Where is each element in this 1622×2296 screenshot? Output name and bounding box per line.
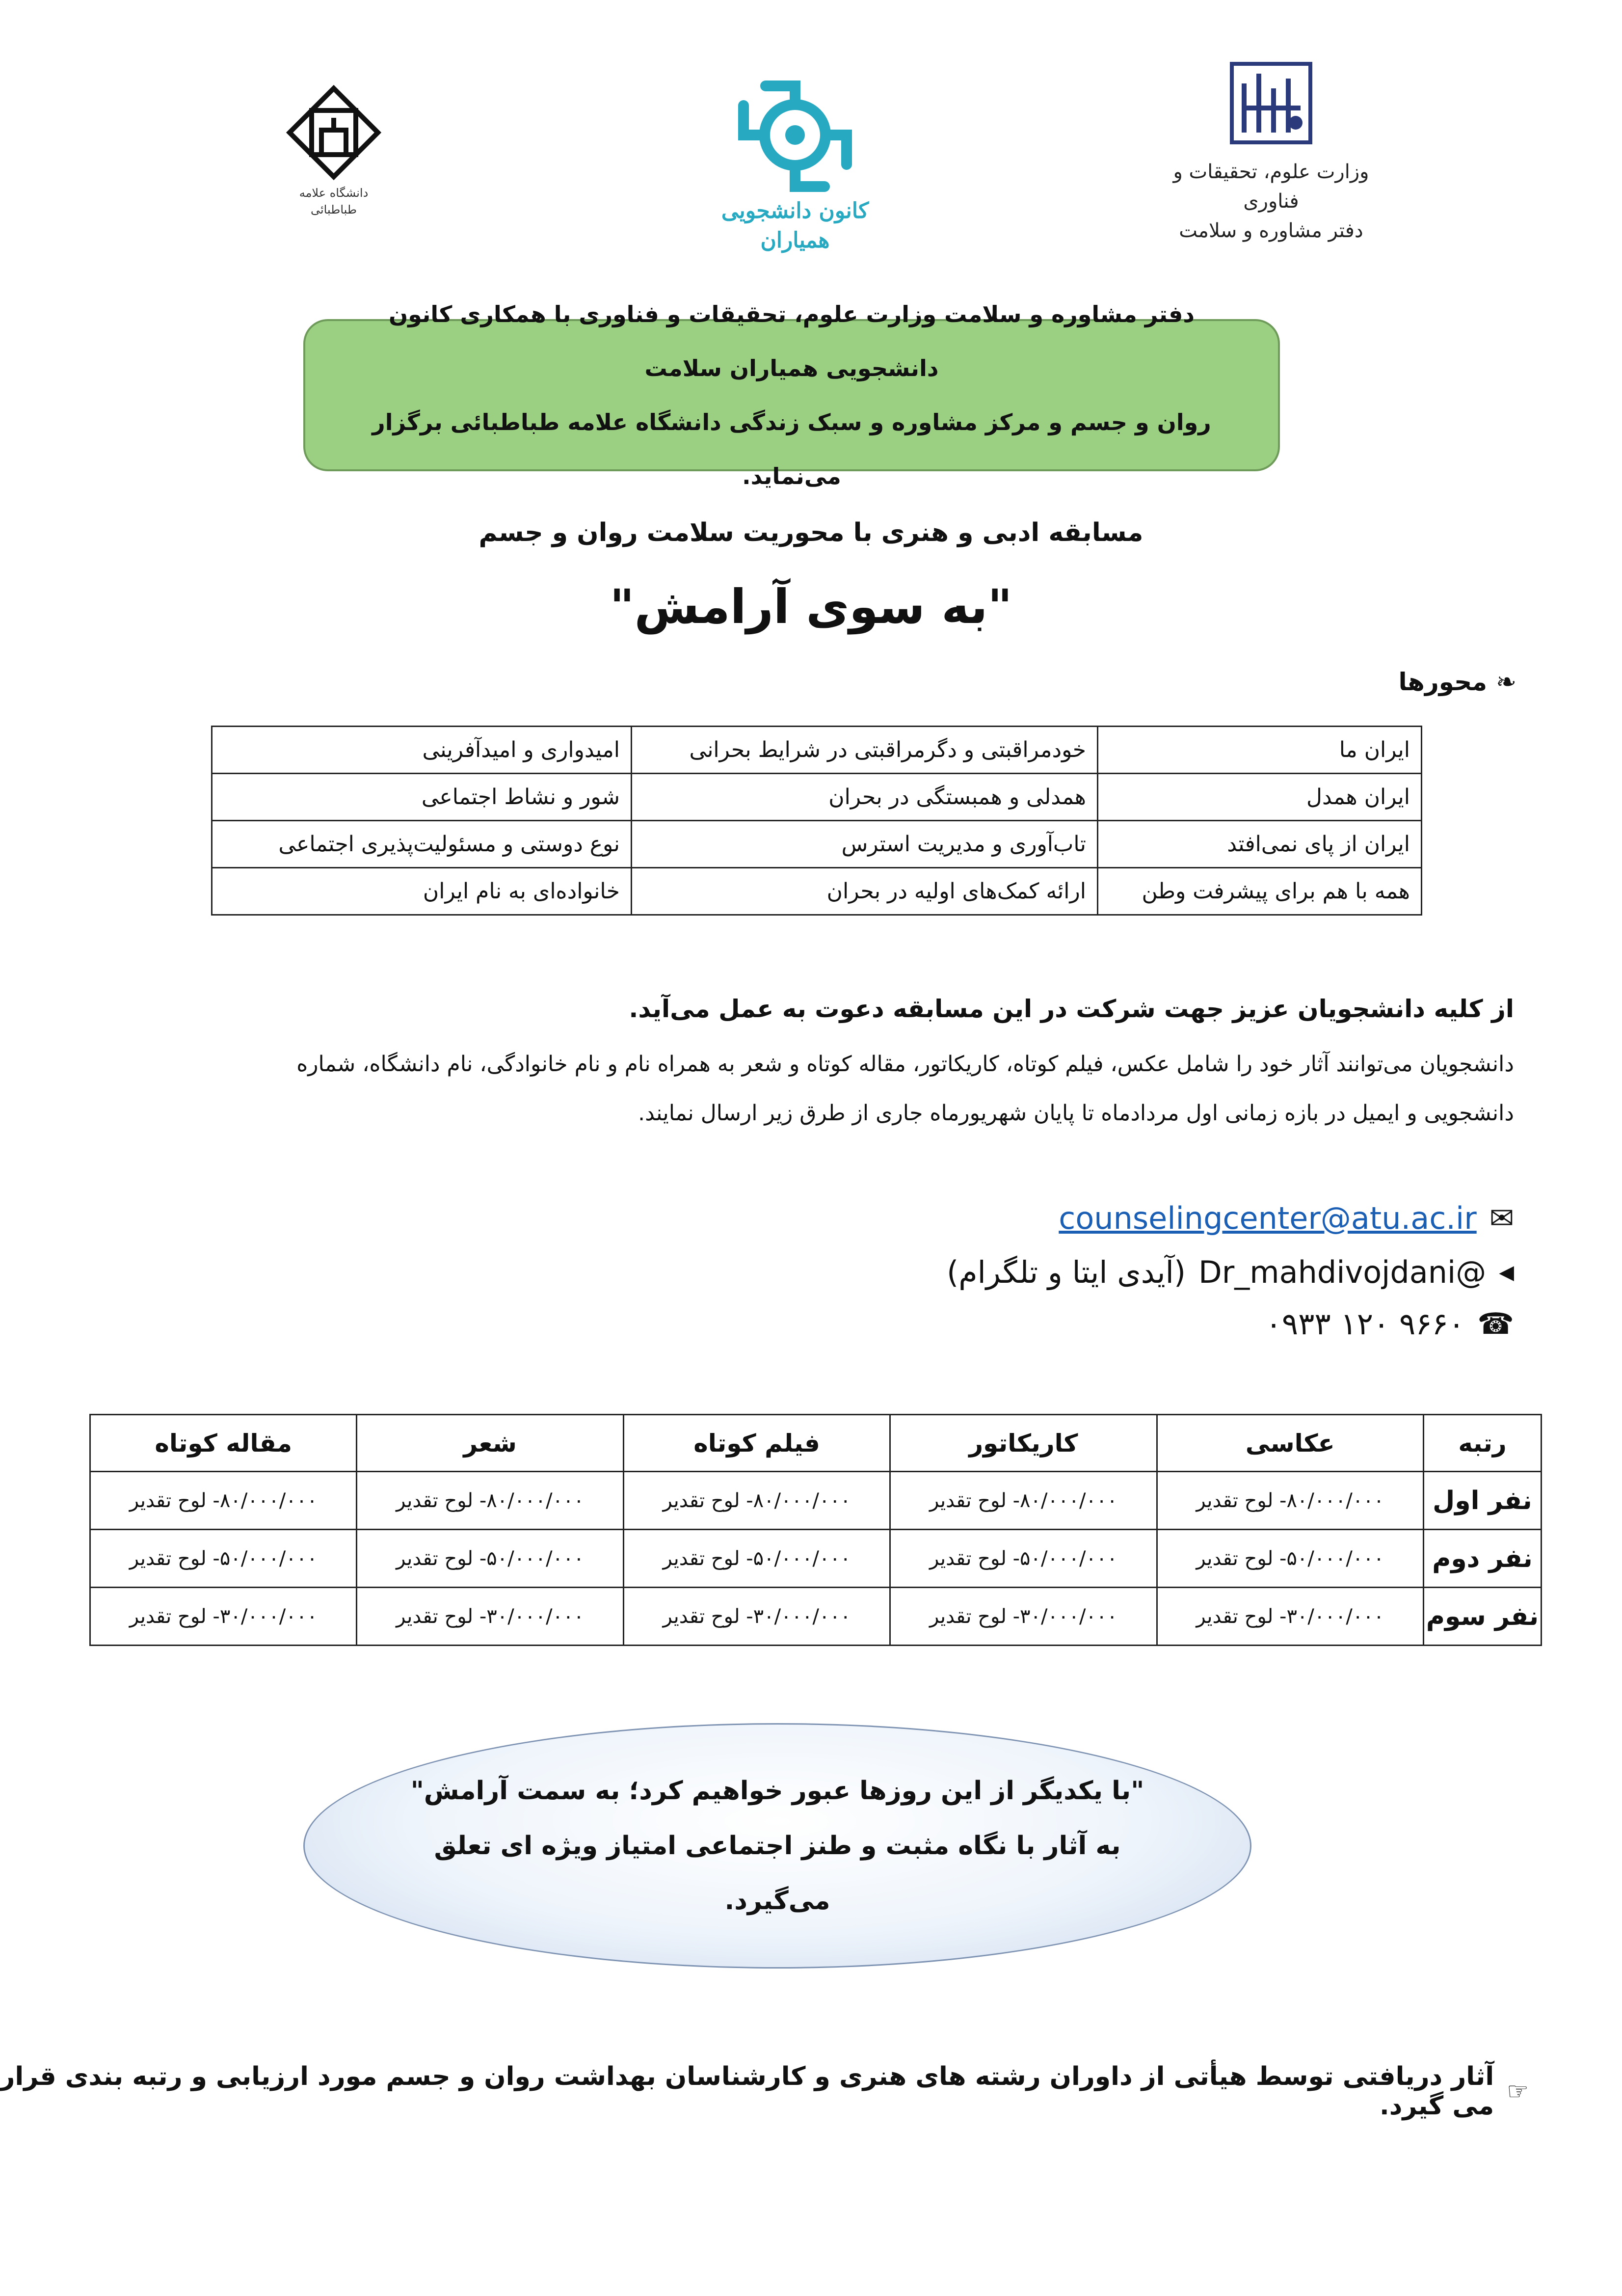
table-header-row <box>90 1415 1542 1472</box>
axes-cell: همدلی و همبستگی در بحران <box>632 774 1098 821</box>
email-link[interactable]: counselingcenter@atu.ac.ir <box>1059 1200 1477 1236</box>
table-row <box>212 774 1422 821</box>
prize-cell: ۸۰/۰۰۰/۰۰۰- لوح تقدیر <box>890 1472 1157 1530</box>
motto-ellipse <box>303 1723 1251 1969</box>
ministry-caption-2: دفتر مشاوره و سلامت <box>1179 219 1363 242</box>
motto-line-2: به آثار با نگاه مثبت و طنز اجتماعی امتیاز ویژه ای تعلق <box>434 1831 1121 1861</box>
email-contact <box>1059 1200 1514 1236</box>
axes-cell: نوع دوستی و مسئولیت‌پذیری اجتماعی <box>212 821 632 868</box>
ministry-caption-1: وزارت علوم، تحقیقات و فناوری <box>1173 161 1369 213</box>
axes-cell: خودمراقبتی و دگرمراقبتی در شرایط بحرانی <box>632 727 1098 774</box>
motto-line-1: "با یکدیگر از این روزها عبور خواهیم کرد؛ به سمت آرامش" <box>410 1776 1144 1806</box>
hamyaran-logo <box>687 79 903 253</box>
invitation-text: از کلیه دانشجویان عزیز جهت شرکت در این مسابقه دعوت به عمل می‌آید. <box>629 995 1514 1023</box>
table-row <box>212 821 1422 868</box>
axes-cell: ارائه کمک‌های اولیه در بحران <box>632 868 1098 915</box>
rank-cell: نفر دوم <box>1424 1530 1542 1588</box>
axes-cell: ایران از پای نمی‌افتد <box>1098 821 1422 868</box>
header-short-film: فیلم کوتاه <box>623 1415 890 1472</box>
eitaa-contact <box>947 1254 1514 1290</box>
axes-cell: شور و نشاط اجتماعی <box>212 774 632 821</box>
header-caricature: کاریکاتور <box>890 1415 1157 1472</box>
axes-cell: همه با هم برای پیشرفت وطن <box>1098 868 1422 915</box>
hamyaran-emblem-icon <box>731 79 859 196</box>
hand-pointer-icon: ☞ <box>1507 2077 1529 2106</box>
rank-cell: نفر سوم <box>1424 1588 1542 1646</box>
header-photo: عکاسی <box>1157 1415 1423 1472</box>
bullet-icon: ❧ <box>1496 668 1516 696</box>
judging-note <box>0 2062 1529 2121</box>
banner-line-2: روان و جسم و مرکز مشاوره و سبک زندگی دانشگاه علامه طباطبائی برگزار می‌نماید. <box>372 409 1211 489</box>
atu-caption: دانشگاه علامه طباطبائی <box>299 186 369 216</box>
ministry-emblem-icon <box>1222 54 1320 152</box>
prize-cell: ۵۰/۰۰۰/۰۰۰- لوح تقدیر <box>90 1530 357 1588</box>
axes-cell: خانواده‌ای به نام ایران <box>212 868 632 915</box>
prize-cell: ۸۰/۰۰۰/۰۰۰- لوح تقدیر <box>623 1472 890 1530</box>
axes-cell: ایران همدل <box>1098 774 1422 821</box>
description-line-2: دانشجویی و ایمیل در بازه زمانی اول مردادماه تا پایان شهریورماه جاری از طرق زیر ارسال نمایند. <box>638 1101 1514 1126</box>
prize-cell: ۸۰/۰۰۰/۰۰۰- لوح تقدیر <box>357 1472 623 1530</box>
description-text <box>108 1040 1514 1138</box>
axes-heading-text: محورها <box>1398 668 1488 696</box>
header-rank: رتبه <box>1424 1415 1542 1472</box>
atu-emblem-icon <box>285 83 383 182</box>
prize-cell: ۳۰/۰۰۰/۰۰۰- لوح تقدیر <box>890 1588 1157 1646</box>
atu-logo <box>275 83 393 241</box>
eitaa-id[interactable]: Dr_mahdivojdani@ <box>1198 1254 1487 1290</box>
triangle-bullet-icon: ◀ <box>1499 1261 1514 1284</box>
prize-cell: ۳۰/۰۰۰/۰۰۰- لوح تقدیر <box>1157 1588 1423 1646</box>
description-line-1: دانشجویان می‌توانند آثار خود را شامل عکس، فیلم کوتاه، کاریکاتور، مقاله کوتاه و شعر به همراه نام و نام خانوادگی، نام دانشگاه، شماره <box>296 1052 1514 1077</box>
ministry-logo <box>1156 54 1386 241</box>
header-short-article: مقاله کوتاه <box>90 1415 357 1472</box>
table-row <box>90 1530 1542 1588</box>
axes-cell: امیدواری و امیدآفرینی <box>212 727 632 774</box>
phone-icon: ☎ <box>1477 1306 1514 1341</box>
table-row <box>90 1588 1542 1646</box>
prize-cell: ۸۰/۰۰۰/۰۰۰- لوح تقدیر <box>1157 1472 1423 1530</box>
axes-cell: تاب‌آوری و مدیریت استرس <box>632 821 1098 868</box>
table-row <box>212 868 1422 915</box>
prize-cell: ۵۰/۰۰۰/۰۰۰- لوح تقدیر <box>357 1530 623 1588</box>
axes-cell: ایران ما <box>1098 727 1422 774</box>
header-poem: شعر <box>357 1415 623 1472</box>
eitaa-note: (آیدی ایتا و تلگرام) <box>947 1254 1186 1290</box>
axes-table <box>211 726 1422 916</box>
motto-line-3: می‌گیرد. <box>724 1886 830 1916</box>
prize-cell: ۵۰/۰۰۰/۰۰۰- لوح تقدیر <box>890 1530 1157 1588</box>
judging-note-text: آثار دریافتی توسط هیأتی از داوران رشته های هنری و کارشناسان بهداشت روان و جسم مورد ارزیابی و رتبه بندی قرار می گیرد. <box>0 2062 1494 2121</box>
contest-subtitle: مسابقه ادبی و هنری با محوریت سلامت روان و جسم <box>479 518 1143 547</box>
organizers-banner <box>303 301 1280 489</box>
prize-cell: ۸۰/۰۰۰/۰۰۰- لوح تقدیر <box>90 1472 357 1530</box>
phone-number[interactable]: ۰۹۳۳ ۱۲۰ ۹۶۶۰ <box>1265 1306 1465 1342</box>
prize-cell: ۵۰/۰۰۰/۰۰۰- لوح تقدیر <box>1157 1530 1423 1588</box>
prize-cell: ۳۰/۰۰۰/۰۰۰- لوح تقدیر <box>357 1588 623 1646</box>
table-row <box>90 1472 1542 1530</box>
prize-cell: ۳۰/۰۰۰/۰۰۰- لوح تقدیر <box>623 1588 890 1646</box>
prize-cell: ۳۰/۰۰۰/۰۰۰- لوح تقدیر <box>90 1588 357 1646</box>
axes-heading <box>1399 668 1516 696</box>
banner-line-1: دفتر مشاوره و سلامت وزارت علوم، تحقیقات و فناوری با همکاری کانون دانشجویی همیاران سلامت <box>388 301 1195 381</box>
rank-cell: نفر اول <box>1424 1472 1542 1530</box>
hamyaran-caption: کانون دانشجویی همیاران <box>721 198 869 253</box>
table-row <box>212 727 1422 774</box>
prize-cell: ۵۰/۰۰۰/۰۰۰- لوح تقدیر <box>623 1530 890 1588</box>
email-icon: ✉ <box>1489 1201 1514 1236</box>
prize-table <box>89 1414 1542 1646</box>
contest-title: "به سوی آرامش" <box>610 579 1012 634</box>
phone-contact <box>1266 1306 1514 1342</box>
